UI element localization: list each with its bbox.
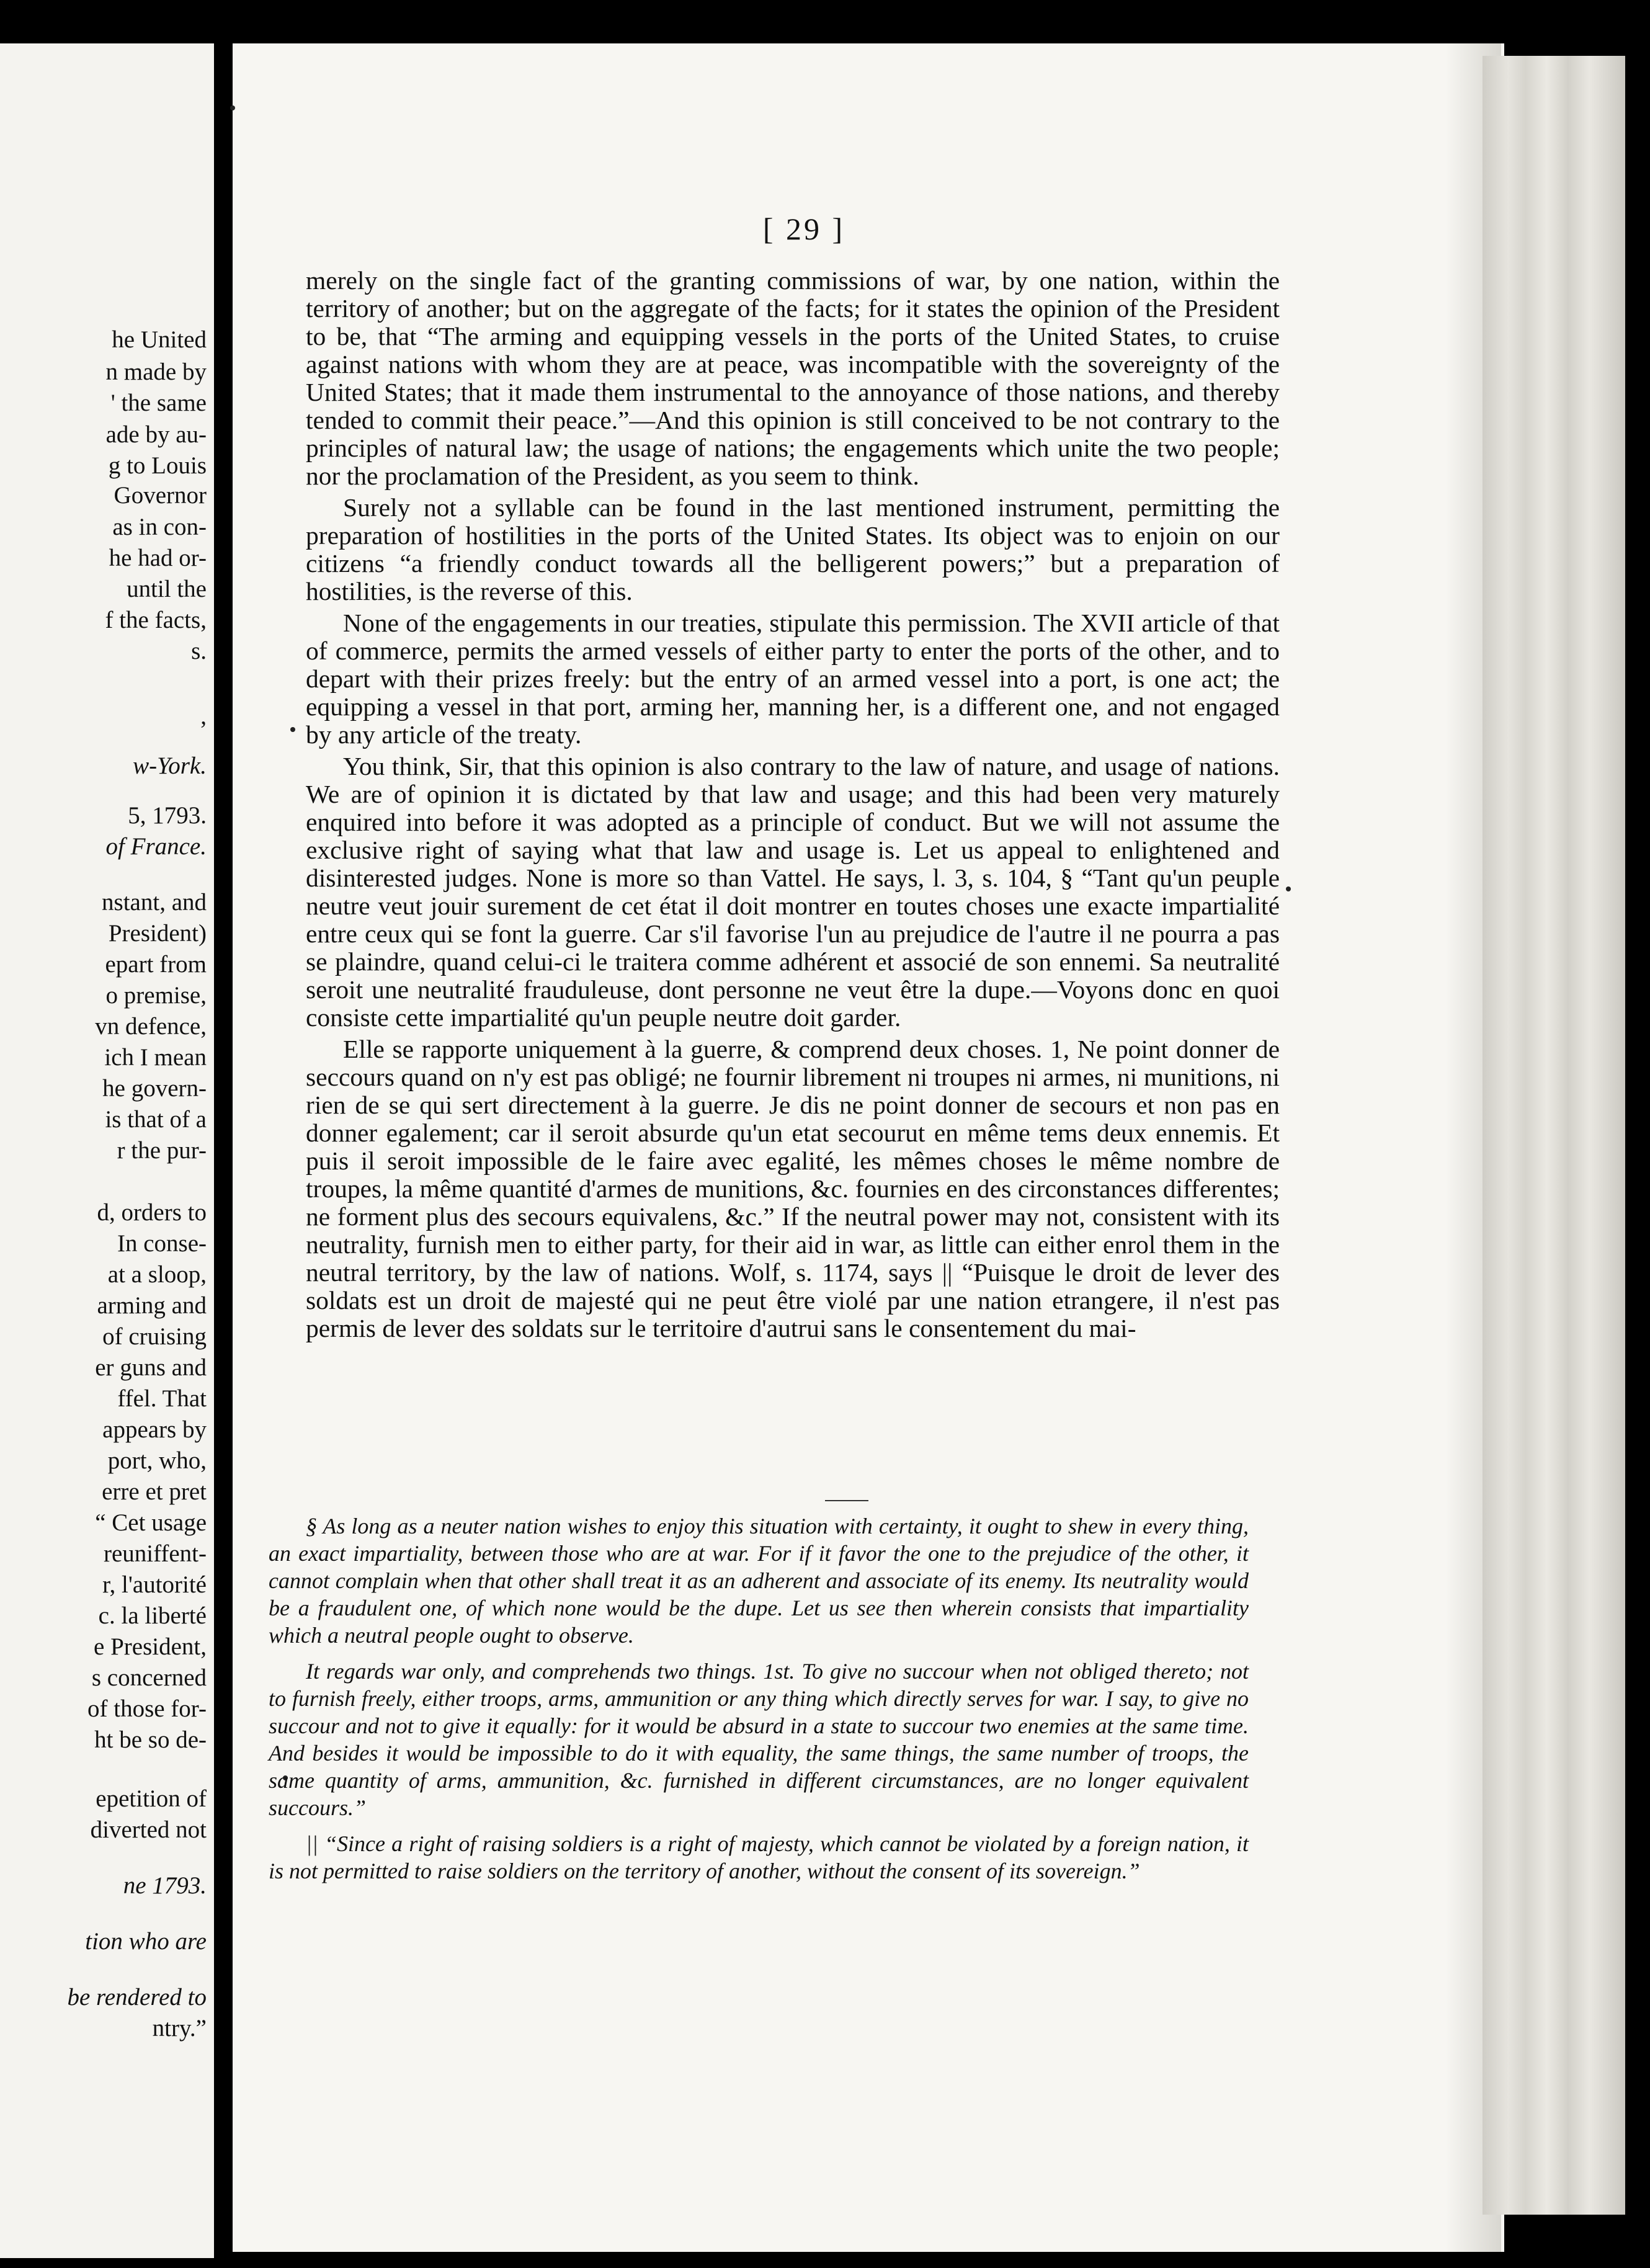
facing-page-line: of France. (105, 833, 207, 860)
facing-page-line: nstant, and (102, 889, 207, 916)
facing-page-line: ffel. That (117, 1385, 207, 1412)
facing-page-line: ' the same (110, 390, 207, 416)
facing-page-line: until the (127, 576, 207, 602)
facing-page-line: f the facts, (105, 607, 207, 633)
paragraph: Surely not a syllable can be found in the last mentioned instrument, permitting the preparation of hostilities in the ports of the United States. Its object was to enjoin on our citizens “a friendly conduct towards all the belligerent powers;” but a preparation of hostilities, is the reverse of this. (306, 493, 1280, 605)
facing-page-line: e President, (94, 1633, 207, 1660)
facing-page-line: as in con- (112, 514, 207, 540)
footnotes (269, 1512, 1249, 1885)
speck (1286, 886, 1291, 891)
footnote: § As long as a neuter nation wishes to enjoy this situation with certainty, it ought to shew in every thing, an exact impartiality, between those who are at war. For if it favor the one to the prejudice of the other, it cannot complain when that other shall treat it as an adherent and associate of its enemy. Its neutrality would be a fraudulent one, of which none would be the dupe. Let us see then wherein consists that impartiality which a neutral people ought to observe. (269, 1514, 1249, 1648)
facing-page-line: vn defence, (95, 1013, 207, 1040)
facing-page-line: w-York. (133, 752, 207, 779)
facing-page-line: is that of a (105, 1106, 207, 1133)
facing-page-line: d, orders to (97, 1199, 207, 1226)
facing-page-line: of cruising (102, 1323, 207, 1350)
paragraph: Elle se rapporte uniquement à la guerre, & comprend deux choses. 1, Ne point donner de seccours quand on n'y est pas obligé; ne fournir librement ni troupes ni armes, ni munitions, ni rien de se qui sert directement à la guerre. Je dis ne point donner de secours et non pas en donner egalement; car il seroit absurde qu'un etat secourut en même tems deux ennemis. Et puis il seroit impossible de le faire avec egalité, les mêmes choses le même nombre de troupes, la même quantité d'armes de munitions, &c. fournies en des circonstances differentes; ne forment plus des secours equivalens, &c.” If the neutral power may not, consistent with its neutrality, furnish men to either party, for their aid in war, as little can either enrol them in the neutral territory, by the law of nations. Wolf, s. 1174, says || “Puisque le droit de lever des soldats est un droit de majesté qui ne peut être violé par une nation etrangere, il n'est pas permis de lever des soldats sur le territoire d'autrui sans le consentement du mai- (306, 1035, 1280, 1342)
facing-page-line: diverted not (90, 1816, 207, 1843)
facing-page-line: n made by (105, 359, 207, 385)
facing-page-line: “ Cet usage (95, 1509, 207, 1536)
page-edges (1483, 56, 1625, 2215)
facing-page-line: g to Louis (108, 452, 207, 479)
facing-page-line: epetition of (96, 1785, 207, 1812)
facing-page-line: arming and (97, 1292, 207, 1319)
facing-page-line: s. (191, 638, 207, 664)
facing-page-line: s concerned (91, 1664, 207, 1691)
facing-page-line: tion who are (85, 1928, 207, 1955)
footnote-rule (825, 1500, 868, 1501)
speck (230, 105, 235, 110)
body-text (306, 267, 1280, 1342)
paragraph: None of the engagements in our treaties, stipulate this permission. The XVII article of that of commerce, permits the armed vessels of either party to enter the ports of the other, and to depart with their prizes freely: but the entry of an armed vessel into a port, is one act; the equipping a vessel in that port, arming her, manning her, is a different one, and not engaged by any article of the treaty. (306, 609, 1280, 749)
facing-page-line: he govern- (102, 1075, 207, 1102)
footnote: It regards war only, and comprehends two things. 1st. To give no succour when not obliged thereto; not to furnish freely, either troops, arms, ammunition or any thing which directly serves for war. I say, to give no succour and not to give it equally: for it would be absurd in a state to succour two enemies at the same time. And besides it would be impossible to do it with equality, the same things, the same number of troops, the same quantity of arms, ammunition, &c. furnished in different circumstances, are no longer equivalent succours.” (269, 1659, 1249, 1820)
facing-page-line: President) (108, 920, 207, 947)
facing-page-line: c. la liberté (98, 1602, 207, 1629)
facing-page-line: he had or- (109, 545, 207, 571)
facing-page-line: ich I mean (104, 1044, 207, 1071)
facing-page-line: at a sloop, (107, 1261, 207, 1288)
facing-page-line: reuniffent- (103, 1540, 207, 1567)
facing-page-line: In conse- (117, 1230, 207, 1257)
facing-page-line: be rendered to (67, 1984, 207, 2011)
facing-page-line: 5, 1793. (128, 802, 207, 829)
facing-page-line: erre et pret (102, 1478, 207, 1505)
page-number: [ 29 ] (762, 212, 845, 246)
facing-page-line: r, l'autorité (102, 1571, 207, 1598)
paragraph: merely on the single fact of the granting commissions of war, by one nation, within the territory of another; but on the aggregate of the facts; for it states the opinion of the President to be, that “The arming and equipping vessels in the ports of the United States, to cruise against nations with whom they are at peace, was incompatible with the sovereignty of the United States; that it made them instrumental to the annoyance of those nations, and thereby tended to commit their peace.”—And this opinion is still conceived to be not contrary to the principles of natural law; the usage of nations; the engagements which unite the two people; nor the proclamation of the President, as you seem to think. (306, 266, 1280, 490)
facing-page-line: appears by (102, 1416, 207, 1443)
facing-page-line: o premise, (105, 982, 207, 1009)
facing-page-line: Governor (114, 482, 207, 509)
facing-page-line: ade by au- (105, 421, 207, 448)
speck (290, 727, 295, 732)
facing-page-line: of those for- (87, 1695, 207, 1722)
facing-page-line: r the pur- (117, 1137, 207, 1164)
footnote: || “Since a right of raising soldiers is a right of majesty, which cannot be violated by a foreign nation, it is not permitted to raise soldiers on the territory of another, without the consent of its sovereign.” (269, 1831, 1249, 1883)
facing-page-line: epart from (105, 951, 207, 978)
facing-page-text (0, 43, 214, 2258)
facing-page-line: ne 1793. (123, 1872, 207, 1899)
facing-page (0, 43, 214, 2258)
facing-page-line: , (200, 703, 207, 730)
facing-page-line: port, who, (107, 1447, 207, 1474)
facing-page-line: ntry.” (152, 2015, 207, 2042)
paragraph: You think, Sir, that this opinion is also contrary to the law of nature, and usage of nations. We are of opinion it is dictated by that law and usage; and this had been very maturely enquired into before it was adopted as a principle of conduct. But we will not assume the exclusive right of saying what that law and usage is. Let us appeal to enlightened and disinterested judges. None is more so than Vattel. He says, l. 3, s. 104, § “Tant qu'un peuple neutre veut jouir surement de cet état il doit montrer en toutes choses une exacte impartialité entre ceux qui se font la guerre. Car s'il favorise l'un au prejudice de l'autre il ne pourra a pas se plaindre, quand celui-ci le traitera comme adhérent et associé de son ennemi. Sa neutralité seroit une neutralité frauduleuse, dont personne ne veut être la dupe.—Voyons donc en quoi consiste cette impartialité qu'un peuple neutre doit garder. (306, 752, 1280, 1032)
facing-page-line: ht be so de- (94, 1726, 207, 1753)
facing-page-line: er guns and (95, 1354, 207, 1381)
facing-page-line: he United (112, 326, 207, 353)
